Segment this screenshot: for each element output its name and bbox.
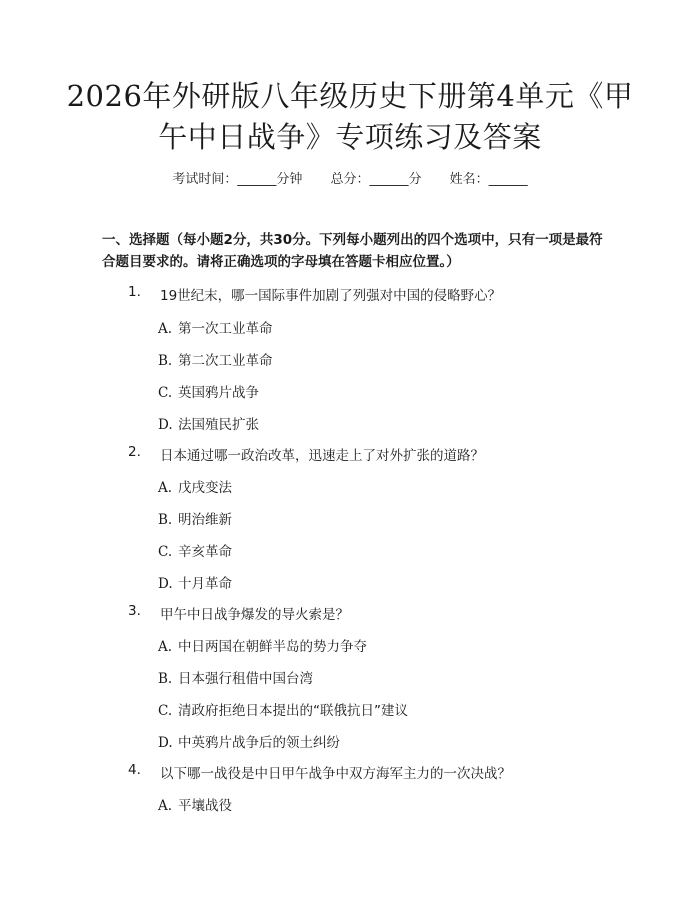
option-text: 平壤战役	[178, 798, 232, 814]
option-1b	[158, 349, 273, 369]
option-text: 英国鸦片战争	[178, 385, 259, 401]
option-text: 日本强行租借中国台湾	[178, 671, 313, 687]
question-text: 日本通过哪一政治改革，迅速走上了对外扩张的道路？	[160, 448, 484, 464]
option-letter: A.	[158, 480, 173, 496]
option-2b	[158, 508, 232, 528]
title-line-2: 午中日战争》专项练习及答案	[158, 120, 542, 154]
exam-score: 总分：______分	[330, 172, 422, 187]
option-1a	[158, 317, 273, 337]
option-letter: B.	[158, 671, 173, 687]
question-number: 2.	[128, 444, 141, 460]
question-text: 19世纪末，哪一国际事件加剧了列强对中国的侵略野心？	[160, 288, 502, 304]
option-letter: A.	[158, 639, 173, 655]
question-text: 甲午中日战争爆发的导火索是？	[160, 607, 349, 623]
option-letter: D.	[158, 417, 173, 433]
exam-time: 考试时间：______分钟	[172, 172, 303, 187]
option-text: 法国殖民扩张	[178, 417, 259, 433]
option-text: 明治维新	[178, 512, 232, 528]
question-number: 1.	[128, 284, 141, 300]
title-line-1: 2026年外研版八年级历史下册第4单元《甲	[66, 79, 634, 113]
option-text: 第一次工业革命	[178, 321, 273, 337]
option-letter: A.	[158, 798, 173, 814]
section-heading: 一、选择题（每小题2分，共30分。下列每小题列出的四个选项中，只有一项是最符合题目要求的。请将正确选项的字母填在答题卡相应位置。）	[102, 232, 603, 270]
option-text: 戊戌变法	[178, 480, 232, 496]
option-letter: C.	[158, 544, 173, 560]
option-2c	[158, 540, 232, 560]
exam-name: 姓名：______	[449, 172, 528, 187]
option-text: 中日两国在朝鲜半岛的势力争夺	[178, 639, 367, 655]
question-number: 3.	[128, 603, 141, 619]
option-text: 清政府拒绝日本提出的“联俄抗日”建议	[178, 703, 408, 719]
option-letter: D.	[158, 576, 173, 592]
question-number: 4.	[128, 762, 141, 778]
option-letter: A.	[158, 321, 173, 337]
option-2a	[158, 476, 232, 496]
option-letter: B.	[158, 353, 173, 369]
option-3b	[158, 667, 313, 687]
option-text: 十月革命	[178, 576, 232, 592]
option-letter: C.	[158, 703, 173, 719]
option-1c	[158, 381, 259, 401]
option-text: 第二次工业革命	[178, 353, 273, 369]
option-text: 中英鸦片战争后的领土纠纷	[178, 735, 340, 751]
option-letter: D.	[158, 735, 173, 751]
option-3d	[158, 731, 340, 751]
option-4a	[158, 794, 232, 814]
option-3a	[158, 635, 367, 655]
option-3c	[158, 699, 408, 719]
option-letter: B.	[158, 512, 173, 528]
option-text: 辛亥革命	[178, 544, 232, 560]
option-letter: C.	[158, 385, 173, 401]
question-text: 以下哪一战役是中日甲午战争中双方海军主力的一次决战？	[160, 766, 511, 782]
option-2d	[158, 572, 232, 592]
option-1d	[158, 413, 259, 433]
